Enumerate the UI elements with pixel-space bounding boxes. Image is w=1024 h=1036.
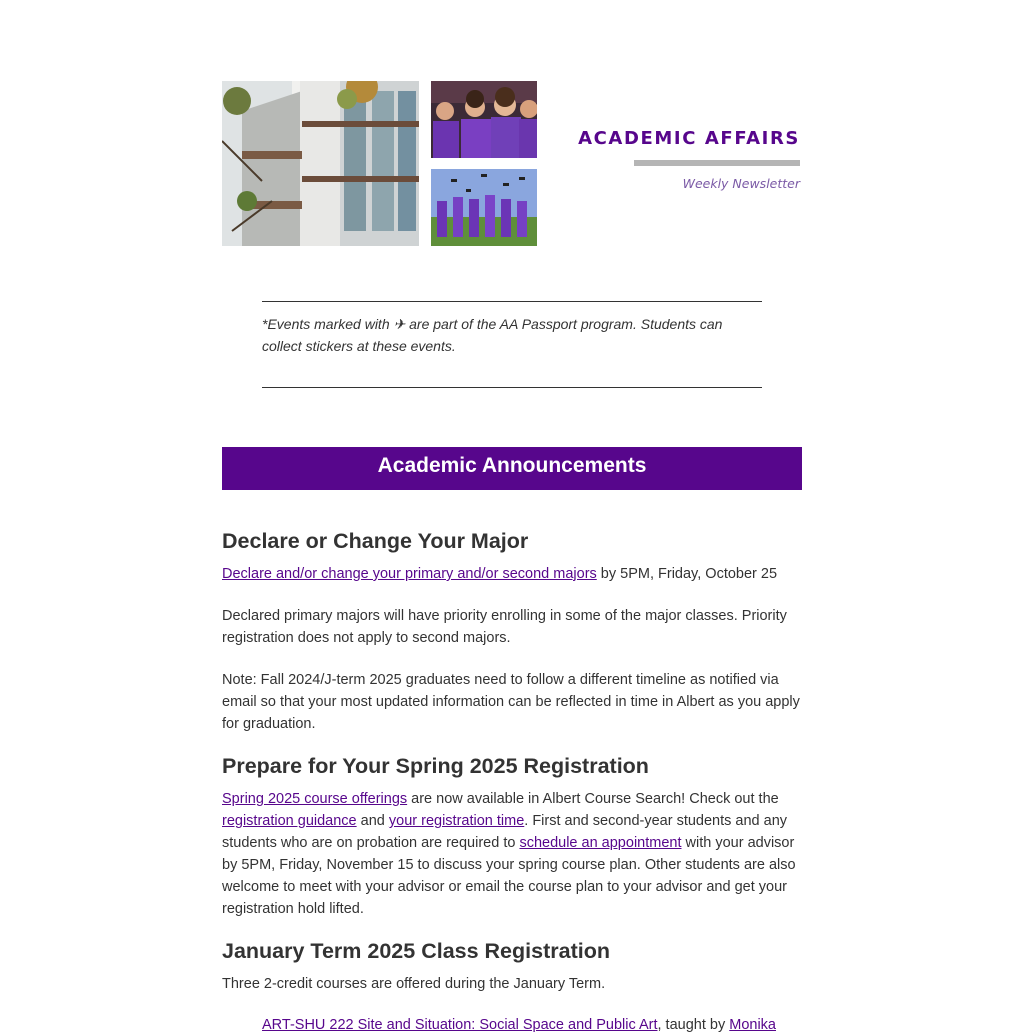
spring-text-4: with your advisor by 5PM, Friday, November 15 to discuss your spring course plan. Other students are also welcome to meet with your advisor or email the course plan to your advisor and get your registration hold lifted. bbox=[222, 835, 796, 917]
heading-declare-major: Declare or Change Your Major bbox=[222, 529, 529, 553]
declare-deadline-text: by 5PM, Friday, October 25 bbox=[596, 566, 778, 582]
header-banner bbox=[222, 81, 802, 246]
section-header-academic-announcements bbox=[222, 447, 802, 490]
instructor-link[interactable]: Monika bbox=[729, 1017, 776, 1033]
newsletter-subtitle: Weekly Newsletter bbox=[682, 176, 800, 191]
spring-text-1: are now available in Albert Course Search! Check out the bbox=[407, 791, 779, 807]
spring-text-2: and bbox=[356, 813, 389, 829]
course-list-item bbox=[262, 1014, 802, 1036]
graduation-photo bbox=[431, 169, 537, 246]
spring-text-3: . First and second-year students and any students who are on probation are required to bbox=[222, 813, 788, 851]
course-art-shu-222-link[interactable]: ART-SHU 222 Site and Situation: Social Space and Public Art bbox=[262, 1017, 658, 1033]
spring-registration-paragraph bbox=[222, 788, 802, 920]
students-photo bbox=[431, 81, 537, 158]
declare-majors-link[interactable]: Declare and/or change your primary and/or second majors bbox=[222, 566, 597, 582]
section-title: Academic Announcements bbox=[377, 454, 647, 477]
registration-guidance-link[interactable]: registration guidance bbox=[222, 813, 357, 829]
declare-note-paragraph: Note: Fall 2024/J-term 2025 graduates need to follow a different timeline as notified via email so that your most updated information can be reflected in time in Albert as you apply for graduation. bbox=[222, 672, 800, 732]
declare-deadline-paragraph bbox=[222, 563, 802, 585]
january-intro-paragraph: Three 2-credit courses are offered during the January Term. bbox=[222, 976, 606, 992]
declare-priority-paragraph: Declared primary majors will have priority enrolling in some of the major classes. Priority registration does not apply to second majors. bbox=[222, 608, 787, 646]
building-photo bbox=[222, 81, 419, 246]
title-divider bbox=[634, 160, 800, 166]
passport-note-text: *Events marked with ✈ are part of the AA Passport program. Students can collect stickers at these events. bbox=[262, 316, 723, 354]
heading-january-term: January Term 2025 Class Registration bbox=[222, 939, 610, 963]
registration-time-link[interactable]: your registration time bbox=[388, 813, 525, 829]
course-taught-by-text: , taught by bbox=[657, 1017, 730, 1033]
newsletter-title: ACADEMIC AFFAIRS bbox=[578, 128, 800, 149]
schedule-appointment-link[interactable]: schedule an appointment bbox=[519, 835, 682, 851]
passport-note bbox=[262, 301, 762, 388]
spring-course-offerings-link[interactable]: Spring 2025 course offerings bbox=[222, 791, 408, 807]
heading-spring-registration: Prepare for Your Spring 2025 Registration bbox=[222, 754, 649, 778]
